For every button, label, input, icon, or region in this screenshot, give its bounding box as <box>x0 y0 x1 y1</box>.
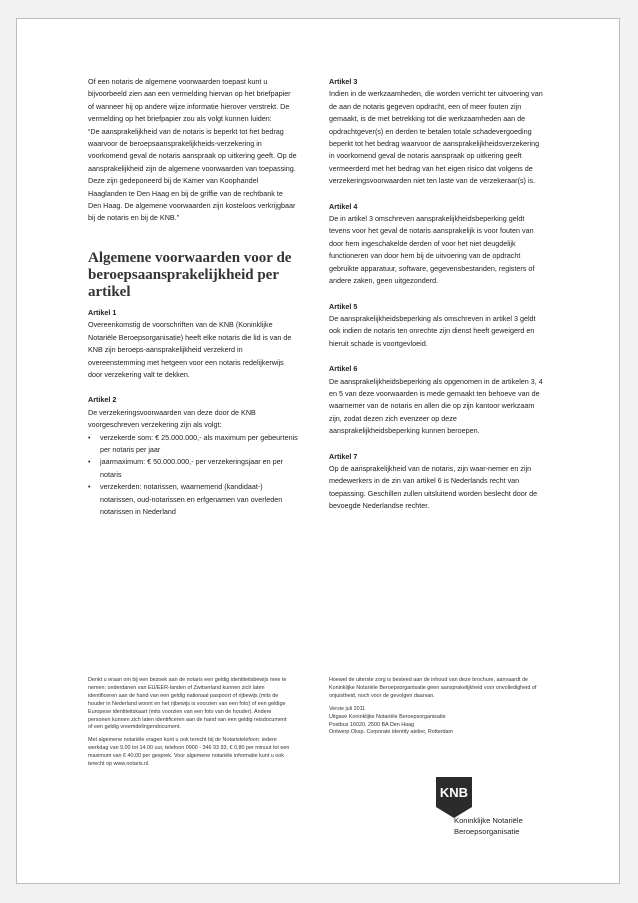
article-2-text: De verzekeringsvoorwaarden van deze door de KNB voorgeschreven verzekering zijn als volgt: <box>88 407 256 430</box>
publisher-line: Uitgave Koninklijke Notariële Beroepsorganisatie <box>329 713 446 720</box>
colophon <box>329 706 544 738</box>
design-line: Ontwerp Oksp. Corporate identity atelier, Rotterdam <box>329 729 454 736</box>
letterhead-quote: “De aansprakelijkheid van de notaris is beperkt tot het bedrag waarvoor de beroepsaansprakelijkheids-verzekering in voorkomend geval de notaris aanspraak op uitkering geeft. Op de aansprakelijkheid zijn de algemene voorwaarden van toepassing. Deze zijn gedeponeerd bij de Kamer van Koophandel Haaglanden te Den Haag en bij de griffie van de rechtbank te Den Haag. De algemene voorwaarden zijn kosteloos verkrijgbaar bij de notaris en bij de KNB.” <box>88 126 297 223</box>
knb-logo <box>432 775 476 819</box>
list-item: • verzekerde som: € 25.000.000,- als maximum per gebeurtenis per notaris per jaar <box>88 432 298 457</box>
footer-left <box>88 677 292 769</box>
org-line-1: Koninklijke Notariële <box>454 816 523 825</box>
identification-note: Denkt u eraan om bij een bezoek aan de notaris een geldig identiteitsbewijs mee te nemen: onderdanen van EU/EER-landen of Zwitserland kunnen zich laten identificeren aan de hand van een geldig nationaal paspoort of rijbewijs (mits de houder in Nederland woont en het rijbewijs is voorzien van een foto) of een geldige Europese identiteitskaart (mits voorzien van een foto van de houder). Andere personen kunnen zich laten identificeren aan de hand van een geldig reisdocument of een geldig vreemdelingendocument. <box>88 677 287 731</box>
right-column <box>329 76 544 513</box>
logo-text: KNB <box>439 785 469 800</box>
article-4-text: De in artikel 3 omschreven aansprakelijkheidsbeperking geldt tevens voor het geval de notaris aansprakelijk is voor fouten van door hem ingeschakelde derden of voor het niet deugdelijk functioneren van door hem bij de uitvoering van de opdracht gebruikte apparatuur, software, gegevensbestanden, registers of andere zaken, geen uitgezonderd. <box>329 214 535 286</box>
article-4-title: Artikel 4 <box>329 201 358 211</box>
footer-right <box>329 677 544 737</box>
article-3-title: Artikel 3 <box>329 77 358 86</box>
list-item: • jaarmaximum: € 50.000.000,- per verzekeringsjaar en per notaris <box>88 456 298 481</box>
section-heading: Algemene voorwaarden voor de beroepsaansprakelijkheid per artikel <box>88 249 292 300</box>
article-5-title: Artikel 5 <box>329 301 358 311</box>
document-page <box>16 18 620 884</box>
article-3-text: Indien in de werkzaamheden, die worden verricht ter uitvoering van de aan de notaris gegeven opdracht, een of meer fouten zijn gemaakt, is de met betrekking tot die werkzaamheden aan de opdrachtgever(s) en derden te betalen totale schadevergoeding beperkt tot het bedrag waarvoor de aansprakelijkheidsverzekering in voorkomend geval de notaris aanspraak op uitkering geeft vermeerderd met het bedrag van het eigen risico dat volgens de verzekeringsvoorwaarden niet ten laste van de verzekeraar(s) is. <box>329 89 543 186</box>
intro-paragraph: Of een notaris de algemene voorwaarden toepast kunt u bijvoorbeeld zien aan een vermelding hiervan op het briefpapier of wanneer hij op andere wijze informatie hierover verstrekt. De vermelding op het briefpapier zou als volgt kunnen luiden: <box>88 77 291 124</box>
list-item: • verzekerden: notarissen, waarnemend (kandidaat-) notarissen, oud-notarissen en erfgenamen van overleden notarissen in Nederland <box>88 481 298 518</box>
article-2-title: Artikel 2 <box>88 395 117 405</box>
article-2-list <box>88 432 298 519</box>
article-1-text: Overeenkomstig de voorschriften van de KNB (Koninklijke Notariële Beroepsorganisatie) heeft elke notaris die lid is van de KNB zijn beroeps-aansprakelijkheid verzekerd in overeenstemming met hetgeen voor een notaris redelijkerwijs door verzekering valt te dekken. <box>88 320 292 379</box>
notaristelefoon-note: Met algemene notariële vragen kunt u ook terecht bij de Notaristelefoon: iedere werkdag van 9.00 tot 14.00 uur, telefoon 0900 - 346 93 93, € 0,80 per minuut tot een maximum van € 40,00 per gesprek. Voor algemene notariële informatie kunt u ook terecht op www.notaris.nl. <box>88 737 290 768</box>
article-6-text: De aansprakelijkheidsbeperking als opgenomen in de artikelen 3, 4 en 5 van deze voorwaarden is mede gemaakt ten behoeve van de waarnemer van de notaris en allen die op zijn kantoor werkzaam zijn, zodat dezen zich evenzeer op deze aansprakelijkheidsbeperking kunnen beroepen. <box>329 376 543 436</box>
disclaimer: Hoewel de uiterste zorg is besteed aan de inhoud van deze brochure, aanvaardt de Koninklijke Notariële Beroepsorganisatie geen aansprakelijkheid voor onvolledigheid of onjuistheid, noch voor de gevolgen daarvan. <box>329 677 537 699</box>
article-7-text: Op de aansprakelijkheid van de notaris, zijn waar-nemer en zijn medewerkers in de zin van artikel 6 is Nederlands recht van toepassing. Geschillen zullen uitsluitend worden beslecht door de bevoegde Nederlandse rechter. <box>329 463 538 511</box>
article-5-text: De aansprakelijkheidsbeperking als omschreven in artikel 3 geldt ook indien de notaris ten onrechte zijn dienst heeft geweigerd en hieruit schade is voortgevloeid. <box>329 313 536 348</box>
left-column <box>88 76 298 518</box>
article-7-title: Artikel 7 <box>329 451 358 461</box>
article-6-title: Artikel 6 <box>329 364 358 374</box>
address-line: Postbus 16020, 2500 BA Den Haag <box>329 721 415 728</box>
organisation-name <box>454 815 523 837</box>
article-1-title: Artikel 1 <box>88 307 117 317</box>
org-line-2: Beroepsorganisatie <box>454 827 520 836</box>
version-line: Versie juli 2011 <box>329 705 366 712</box>
